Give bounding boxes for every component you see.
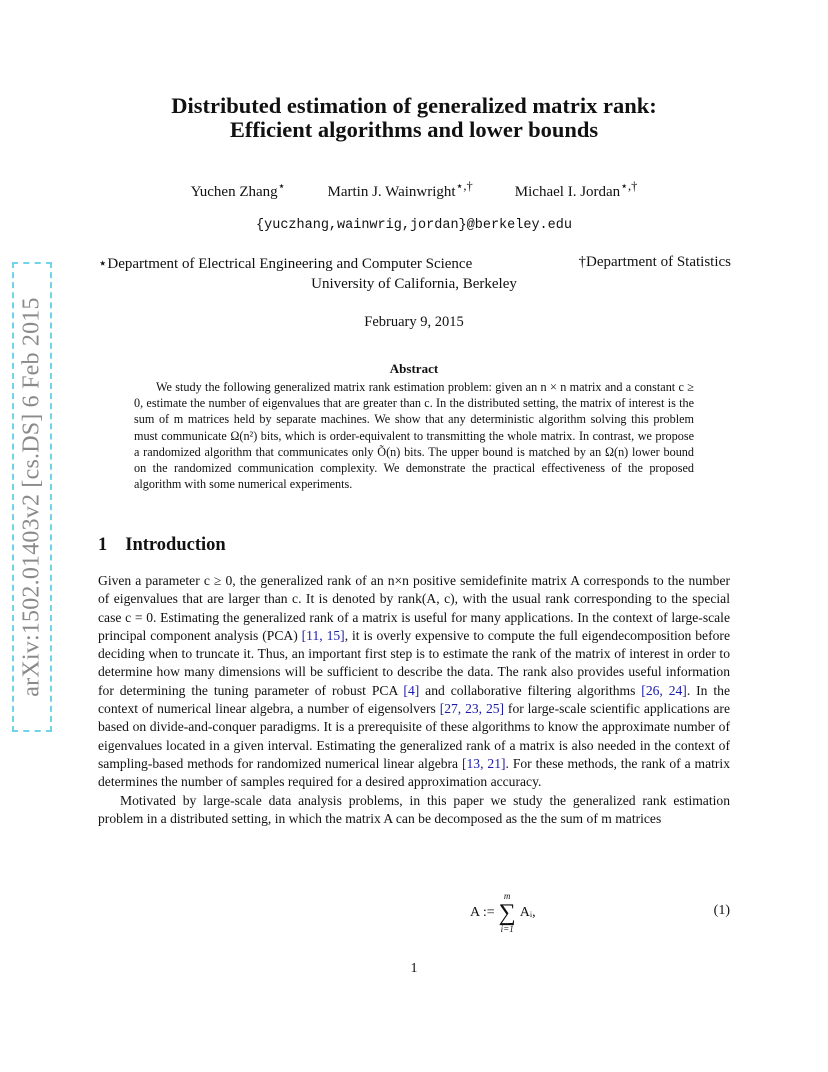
section-title: Introduction — [125, 535, 226, 555]
equation-term: Aᵢ, — [519, 905, 536, 920]
title-line-1: Distributed estimation of generalized matrix rank: — [171, 93, 657, 118]
citation-link[interactable]: [27, 23, 25] — [439, 701, 505, 717]
university: University of California, Berkeley — [311, 276, 517, 292]
paper-date: February 9, 2015 — [364, 314, 464, 330]
citation-link[interactable]: [4] — [403, 682, 420, 698]
abstract-heading: Abstract — [389, 361, 439, 376]
author: Yuchen Zhang⋆ — [190, 179, 286, 200]
citation-link[interactable]: [11, 15] — [301, 627, 345, 643]
arxiv-stamp — [12, 262, 52, 732]
citation-link[interactable]: [13, 21] — [461, 755, 506, 771]
affiliation-eecs: ⋆Department of Electrical Engineering and Computer Science — [98, 256, 473, 272]
sum-lower-limit: i=1 — [500, 924, 514, 934]
section-heading — [98, 535, 226, 556]
intro-paragraph-2: Motivated by large-scale data analysis problems, in this paper we study the generalized rank estimation problem in a distributed setting, in which the matrix A can be decomposed as the the sum of m matrices — [98, 792, 730, 826]
equation-1 — [98, 888, 730, 938]
arxiv-id: arXiv:1502.01403v2 [cs.DS] 6 Feb 2015 — [18, 297, 45, 697]
author-emails: {yuczhang,wainwrig,jordan}@berkeley.edu — [256, 218, 572, 233]
introduction-body — [98, 572, 730, 828]
sigma-symbol: ∑ — [498, 900, 516, 926]
equation-number: (1) — [713, 903, 730, 918]
author-list — [100, 178, 728, 201]
paragraph-text: and collaborative filtering algorithms — [419, 682, 642, 698]
equation-content — [470, 888, 536, 938]
affiliation-statistics: †Department of Statistics — [578, 254, 731, 270]
paragraph-text: Given a parameter c ≥ 0, the generalized rank of an n×n positive semidefinite matrix A corresponds to the number of eigenvalues that are larger than c. It is denoted by rank(A, c), with the usual rank corresponding to the special case c = 0. Estimating the generalized rank of a matrix is useful for many applications. In the context of large-scale principal component analysis (PCA) — [98, 573, 730, 643]
sum-upper-limit: m — [503, 891, 511, 901]
citation-link[interactable]: [26, 24] — [641, 682, 687, 698]
abstract-body — [134, 379, 694, 492]
equation-lhs: A := — [470, 905, 495, 920]
paragraph-text: , it is overly expensive to compute the full eigendecomposition before deciding when to truncate it. Thus, an important first step is to estimate the rank of the matrix of interest in order to determine how many dimensions will be sufficient to describe the data. The rank also provides useful information for determining the tuning parameter of robust PCA — [98, 627, 730, 698]
summation — [499, 892, 516, 934]
paragraph-text: for large-scale scientific applications are based on divide-and-conquer paradigms. It is a prerequisite of these algorithms to know the approximate number of eigenvalues located in a given interval. Estimating the generalized rank of a matrix is also needed in the context of sampling-based methods for randomized numerical linear algebra — [98, 701, 730, 771]
section-number: 1 — [98, 535, 108, 555]
page-number: 1 — [410, 961, 418, 976]
paragraph-text: . For these methods, the rank of a matrix determines the number of samples required for a desired approximation accuracy. — [98, 755, 730, 790]
paper-title — [100, 94, 728, 142]
author: Martin J. Wainwright⋆,† — [327, 179, 473, 200]
title-line-2: Efficient algorithms and lower bounds — [229, 117, 599, 142]
abstract-text: We study the following generalized matrix rank estimation problem: given an n × n matrix and a constant c ≥ 0, estimate the number of eigenvalues that are greater than c. In the distributed setting, the matrix of interest is the sum of m matrices held by separate machines. We show that any deterministic algorithm solving this problem must communicate Ω(n²) bits, which is order-equivalent to transmitting the whole matrix. In contrast, we propose a randomized algorithm that communicates only Õ(n) bits. The upper bound is matched by an Ω(n) lower bound on the randomized communication complexity. We demonstrate the practical effectiveness of the proposed algorithm with some numerical experiments. — [134, 380, 694, 492]
intro-paragraph-1 — [98, 572, 730, 792]
author: Michael I. Jordan⋆,† — [514, 179, 638, 200]
paragraph-text: . In the context of numerical linear algebra, a number of eigensolvers — [98, 682, 730, 717]
